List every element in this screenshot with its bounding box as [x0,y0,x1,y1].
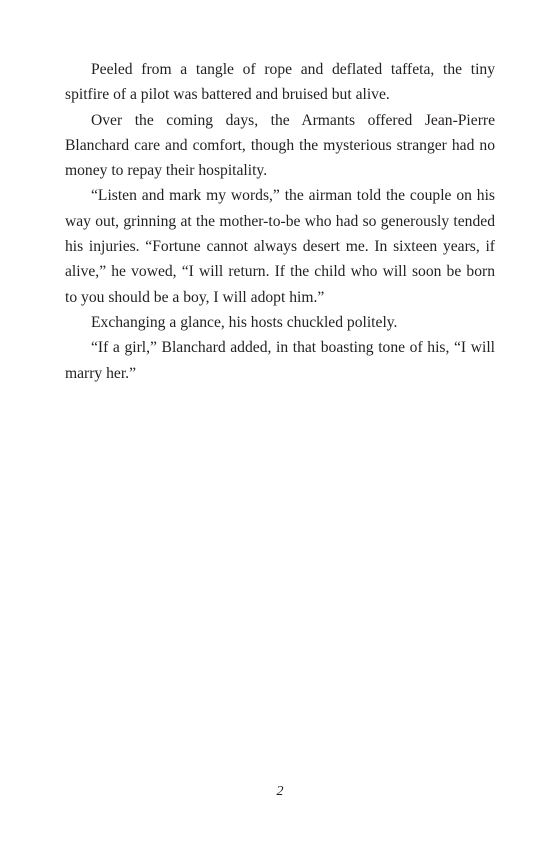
body-text [65,57,495,386]
paragraph: “If a girl,” Blanchard added, in that boasting tone of his, “I will marry her.” [65,339,495,382]
paragraph: Over the coming days, the Armants offered Jean-Pierre Blanchard care and comfort, though the mysterious stranger had no money to repay their hospitality. [65,111,495,180]
paragraph: “Listen and mark my words,” the airman told the couple on his way out, grinning at the mother-to-be who had so generously tended his injuries. “Fortune cannot always desert me. In sixteen years, if alive,” he vowed, “I will return. If the child who will soon be born to you should be a boy, I will adopt him.” [65,187,495,306]
paragraph: Peeled from a tangle of rope and deflated taffeta, the tiny spitfire of a pilot was battered and bruised but alive. [65,61,495,104]
page-number: 2 [276,784,284,799]
paragraph: Exchanging a glance, his hosts chuckled politely. [91,313,398,331]
